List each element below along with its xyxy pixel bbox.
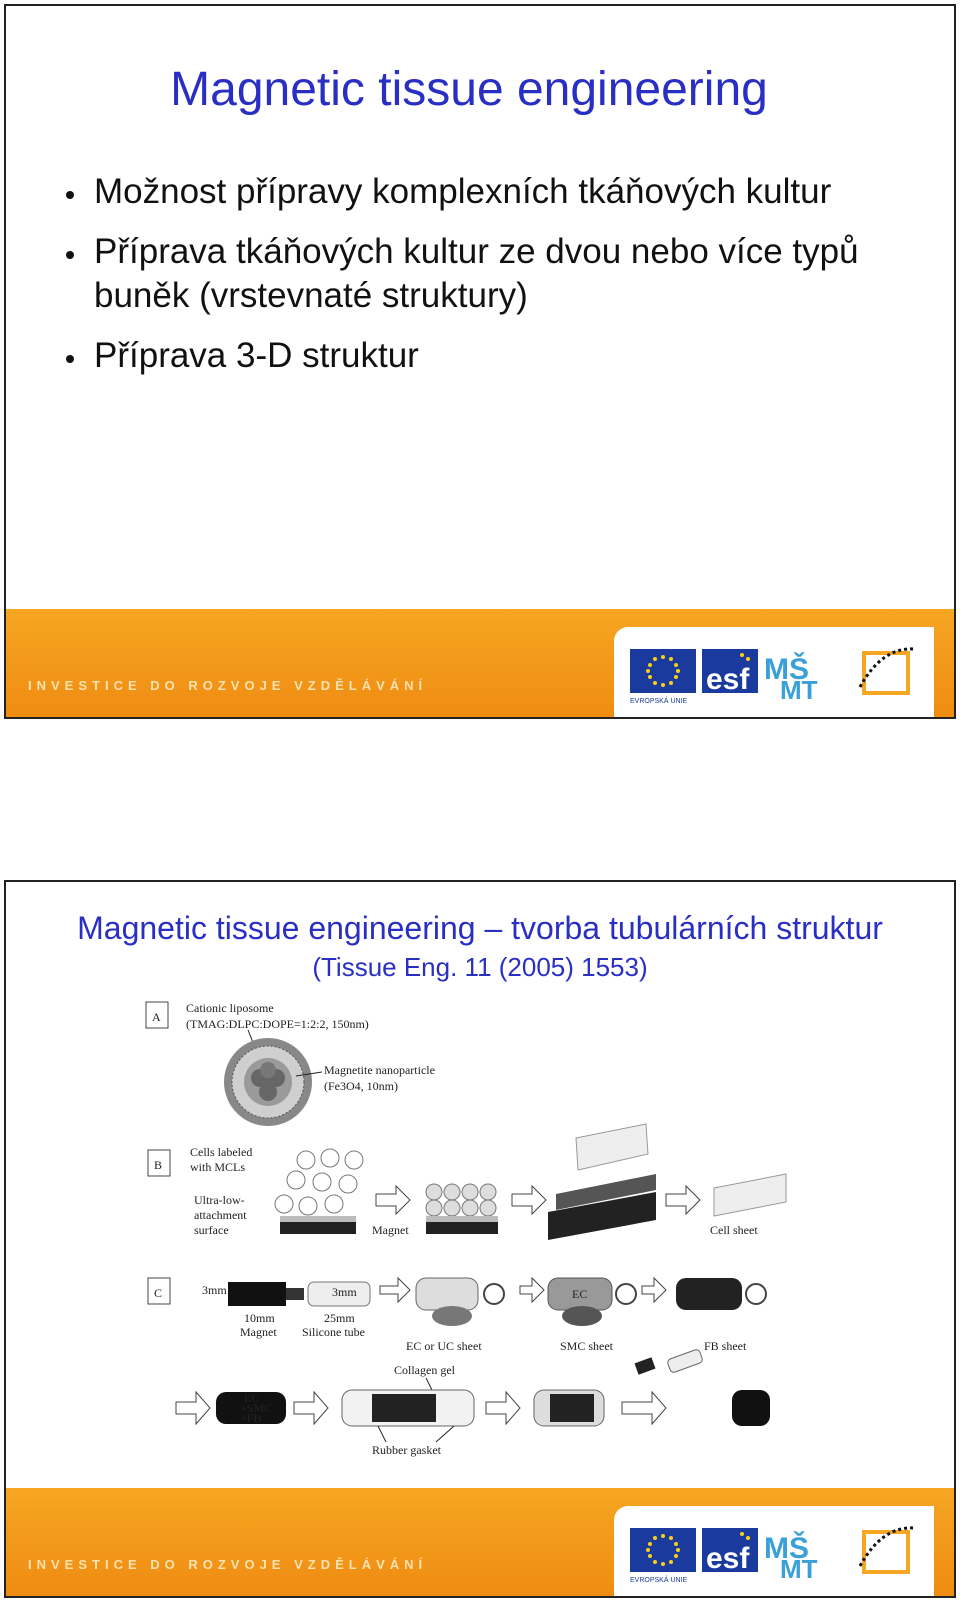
magnet-b-label: Magnet xyxy=(372,1223,409,1237)
bullet-item: Možnost přípravy komplexních tkáňových kultur xyxy=(62,170,874,214)
rotate-arrow-icon xyxy=(616,1284,636,1304)
magnet-plate xyxy=(280,1222,356,1234)
arrow-right-icon xyxy=(486,1392,520,1424)
svg-text:EVROPSKÁ UNIE: EVROPSKÁ UNIE xyxy=(630,698,688,705)
liposome-composition-label: (TMAG:DLPC:DOPE=1:2:2, 150nm) xyxy=(186,1017,369,1031)
ec-uc-sheet-label: EC or UC sheet xyxy=(406,1339,482,1353)
cells-labeled-label: Cells labeled xyxy=(190,1145,253,1159)
rubber-gasket-label: Rubber gasket xyxy=(372,1443,441,1457)
op-vk-logo-icon xyxy=(860,649,914,693)
cationic-liposome-label: Cationic liposome xyxy=(186,1001,274,1015)
cell-sheet-label: Cell sheet xyxy=(710,1223,758,1237)
svg-text:EVROPSKÁ UNIE: EVROPSKÁ UNIE xyxy=(630,1577,688,1584)
magnet-c-label: Magnet xyxy=(240,1325,277,1339)
cell-sheet-icon xyxy=(714,1174,786,1216)
gel-tube-icon xyxy=(342,1390,474,1426)
slide-footer xyxy=(6,609,954,717)
magnetite-label: Magnetite nanoparticle xyxy=(324,1063,435,1077)
bullet-item: Příprava 3-D struktur xyxy=(62,334,874,378)
arrow-right-icon xyxy=(176,1392,210,1424)
logo-strip xyxy=(614,627,934,717)
esf-logo-icon xyxy=(702,649,758,696)
svg-text:+SMC: +SMC xyxy=(240,1401,273,1415)
silicone-tube-label: Silicone tube xyxy=(302,1325,365,1339)
svg-text:MT: MT xyxy=(780,675,818,705)
panel-b-label: B xyxy=(154,1158,163,1172)
arrow-right-icon xyxy=(294,1392,328,1424)
ultra-low-label-3: surface xyxy=(194,1223,229,1237)
slide-footer xyxy=(6,1488,954,1596)
dim-3mm-a: 3mm xyxy=(202,1283,227,1297)
rotate-arrow-icon xyxy=(484,1284,504,1304)
eu-flag-icon xyxy=(630,1528,696,1584)
arrow-right-icon xyxy=(376,1186,410,1214)
arrow-right-icon xyxy=(512,1186,546,1214)
svg-text:EC+SMC: EC+SMC xyxy=(692,1287,740,1301)
svg-text:MT: MT xyxy=(780,1554,818,1584)
tubular-construct-icon xyxy=(732,1390,770,1426)
slide-2 xyxy=(4,880,956,1598)
svg-text:esf: esf xyxy=(706,663,750,696)
logo-strip xyxy=(614,1506,934,1596)
svg-text:MŠ: MŠ xyxy=(764,653,809,686)
smc-sheet-label: SMC sheet xyxy=(560,1339,614,1353)
arrow-right-icon xyxy=(666,1186,700,1214)
collagen-gel-label: Collagen gel xyxy=(394,1363,455,1377)
slide-subtitle: (Tissue Eng. 11 (2005) 1553) xyxy=(312,952,648,982)
svg-text:EC: EC xyxy=(572,1287,588,1301)
dim-3mm-b: 3mm xyxy=(332,1285,357,1299)
panel-a-label: A xyxy=(152,1010,161,1024)
arrow-right-icon xyxy=(380,1278,410,1302)
liposome-icon xyxy=(224,1038,312,1126)
arrow-right-icon xyxy=(642,1278,666,1302)
tube-ec-icon xyxy=(416,1278,478,1326)
slide-title: Magnetic tissue engineering – tvorba tubulárních struktur xyxy=(77,910,883,946)
dim-10mm: 10mm xyxy=(244,1311,275,1325)
fb-sheet-label: FB sheet xyxy=(704,1339,747,1353)
removed-silicone-icon xyxy=(667,1349,704,1374)
dim-25mm: 25mm xyxy=(324,1311,355,1325)
rotate-arrow-icon xyxy=(746,1284,766,1304)
slide-title: Magnetic tissue engineering xyxy=(170,63,768,116)
ultra-low-label-2: attachment xyxy=(194,1208,247,1222)
footer-text: INVESTICE DO ROZVOJE VZDĚLÁVÁNÍ xyxy=(28,678,428,693)
magnetite-formula-label: (Fe3O4, 10nm) xyxy=(324,1079,398,1093)
msmt-logo-icon xyxy=(764,1531,818,1584)
panel-c-label: C xyxy=(154,1286,163,1300)
stacked-cells-icon xyxy=(426,1184,496,1216)
labeled-cells-icon xyxy=(275,1149,363,1215)
arrow-right-icon xyxy=(622,1392,666,1424)
tube-fb-icon xyxy=(676,1278,742,1310)
msmt-logo-icon xyxy=(764,652,818,705)
eu-flag-icon xyxy=(630,649,696,705)
bullet-list xyxy=(62,170,874,394)
magnet-lift-icon xyxy=(548,1124,656,1240)
op-vk-logo-icon xyxy=(860,1528,914,1572)
svg-text:EC: EC xyxy=(244,1391,260,1405)
svg-text:MŠ: MŠ xyxy=(764,1532,809,1565)
ultra-low-label-1: Ultra-low- xyxy=(194,1193,245,1207)
tubular-construction-figure xyxy=(136,998,796,1464)
removed-tube-icon xyxy=(534,1390,604,1426)
esf-logo-icon xyxy=(702,1528,758,1575)
bullet-item: Příprava tkáňových kultur ze dvou nebo více typů buněk (vrstevnaté struktury) xyxy=(62,230,874,318)
removed-magnet-icon xyxy=(634,1357,655,1374)
combined-tube-icon xyxy=(216,1391,286,1425)
svg-text:+FB: +FB xyxy=(240,1411,262,1425)
magnet-rod-icon xyxy=(228,1282,286,1306)
surface-plate xyxy=(280,1216,356,1222)
tube-smc-icon xyxy=(548,1278,612,1326)
svg-text:esf: esf xyxy=(706,1542,750,1575)
slide-1 xyxy=(4,4,956,719)
footer-text: INVESTICE DO ROZVOJE VZDĚLÁVÁNÍ xyxy=(28,1557,428,1572)
arrow-right-icon xyxy=(520,1278,544,1302)
with-mcls-label: with MCLs xyxy=(190,1160,246,1174)
